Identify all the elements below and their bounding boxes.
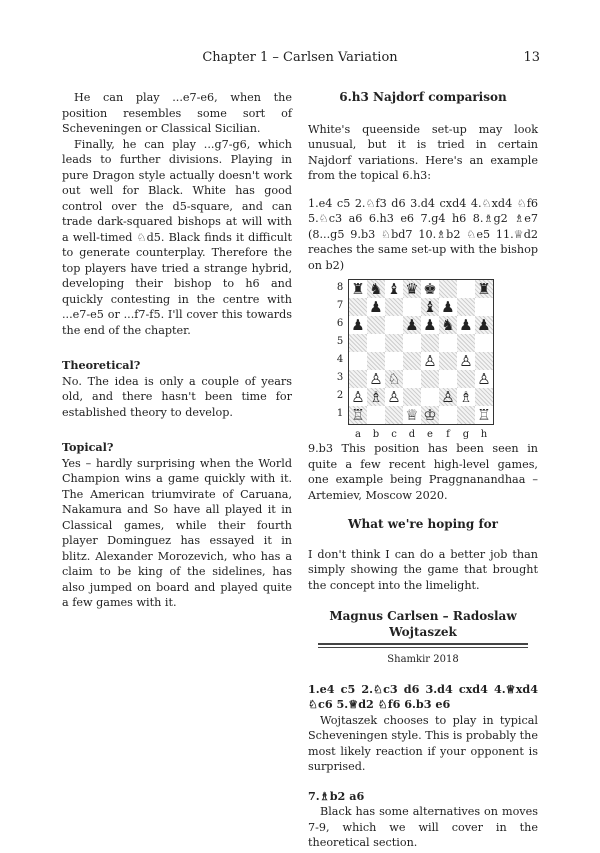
section-heading-topical: Topical? (62, 440, 114, 454)
square-d5 (403, 334, 421, 352)
square-a8 (349, 280, 367, 298)
game-venue: Shamkir 2018 (387, 654, 459, 665)
square-b8 (367, 280, 385, 298)
square-b5 (367, 334, 385, 352)
square-d2 (403, 388, 421, 406)
white-pawn-icon: ♙ (351, 388, 365, 406)
square-a1 (349, 406, 367, 424)
page-number: 13 (523, 50, 540, 65)
file-label: b (372, 429, 380, 440)
white-rook-icon: ♖ (351, 406, 365, 424)
black-pawn-icon: ♟ (405, 316, 419, 334)
square-f7 (439, 298, 457, 316)
square-e2 (421, 388, 439, 406)
black-pawn-icon: ♟ (441, 298, 455, 316)
white-queen-icon: ♕ (405, 406, 419, 424)
paragraph: White's queenside set-up may look unusual, but it is tried in certain Najdorf variations. Here's an example from the topical 6.h3: (308, 122, 538, 182)
rank-labels (334, 279, 346, 423)
square-e8 (421, 280, 439, 298)
square-b4 (367, 352, 385, 370)
square-f1 (439, 406, 457, 424)
white-knight-icon: ♘ (387, 370, 401, 388)
paragraph: Wojtaszek chooses to play in typical Scheveningen style. This is probably the most likely reaction if your opponent is surprised. (308, 713, 538, 773)
square-b2 (367, 388, 385, 406)
square-g1 (457, 406, 475, 424)
white-pawn-icon: ♙ (477, 370, 491, 388)
white-pawn-icon: ♙ (441, 388, 455, 406)
left-column (62, 90, 292, 611)
file-label: g (462, 429, 470, 440)
square-h6 (475, 316, 493, 334)
rank-label: 2 (336, 390, 344, 401)
right-column (308, 90, 538, 851)
white-pawn-icon: ♙ (369, 370, 383, 388)
rank-label: 5 (336, 336, 344, 347)
paragraph: Finally, he can play ...g7-g6, which leads to further divisions. Playing in pure Dragon style actually doesn't work out well for Black. White has good control over the d5-square, and can trade dark-squared bishops at will with a well-timed ♘d5. Black finds it difficult to generate counterplay. Therefore the top players have tried a strange hybrid, developing their bishop to h6 and quickly contesting in the centre with ...e7-e5 or ...f7-f5. I'll cover this towards the end of the chapter. (62, 137, 292, 337)
white-pawn-icon: ♙ (387, 388, 401, 406)
square-c4 (385, 352, 403, 370)
running-title: Chapter 1 – Carlsen Variation (202, 50, 398, 65)
square-d6 (403, 316, 421, 334)
black-knight-icon: ♞ (369, 280, 383, 298)
black-rook-icon: ♜ (477, 280, 491, 298)
file-label: e (427, 429, 433, 440)
square-f5 (439, 334, 457, 352)
black-bishop-icon: ♝ (423, 298, 437, 316)
square-d1 (403, 406, 421, 424)
title-rule (318, 643, 528, 645)
square-e6 (421, 316, 439, 334)
square-b1 (367, 406, 385, 424)
square-f3 (439, 370, 457, 388)
rank-label: 7 (336, 300, 344, 311)
paragraph: No. The idea is only a couple of years old, and there hasn't been time for established theory to develop. (62, 374, 292, 419)
square-h8 (475, 280, 493, 298)
file-label: d (408, 429, 416, 440)
game-title: Magnus Carlsen – Radoslaw Wojtaszek (329, 609, 517, 639)
chess-diagram (334, 279, 494, 440)
chess-board (348, 279, 494, 425)
rank-label: 3 (336, 372, 344, 383)
paragraph: 9.b3 This position has been seen in quite a few recent high-level games, one example being Praggnanandhaa – Artemiev, Moscow 2020. (308, 442, 538, 502)
paragraph: Yes – hardly surprising when the World Champion wins a game quickly with it. The American triumvirate of Caruana, Nakamura and So have all played it in Classical games, while their fourth player Dominguez has essayed it in blitz. Alexander Morozevich, who has a claim to be king of the sidelines, has also jumped on board and played quite a few games with it. (62, 456, 292, 609)
square-f6 (439, 316, 457, 334)
black-queen-icon: ♛ (405, 280, 419, 298)
black-pawn-icon: ♟ (477, 316, 491, 334)
square-g8 (457, 280, 475, 298)
square-d8 (403, 280, 421, 298)
black-knight-icon: ♞ (441, 316, 455, 334)
white-pawn-icon: ♙ (459, 352, 473, 370)
square-g7 (457, 298, 475, 316)
white-pawn-icon: ♙ (423, 352, 437, 370)
square-b6 (367, 316, 385, 334)
white-bishop-icon: ♗ (369, 388, 383, 406)
square-c7 (385, 298, 403, 316)
rank-label: 1 (336, 408, 344, 419)
square-c6 (385, 316, 403, 334)
square-a2 (349, 388, 367, 406)
square-g4 (457, 352, 475, 370)
square-a3 (349, 370, 367, 388)
square-c8 (385, 280, 403, 298)
file-label: a (355, 429, 361, 440)
title-rule-thin (318, 647, 528, 648)
square-e4 (421, 352, 439, 370)
black-bishop-icon: ♝ (387, 280, 401, 298)
section-heading-najdorf: 6.h3 Najdorf comparison (339, 90, 507, 104)
square-c2 (385, 388, 403, 406)
page-header (0, 50, 600, 70)
square-h1 (475, 406, 493, 424)
black-pawn-icon: ♟ (459, 316, 473, 334)
white-rook-icon: ♖ (477, 406, 491, 424)
square-g2 (457, 388, 475, 406)
file-label: f (446, 429, 450, 440)
square-a6 (349, 316, 367, 334)
square-f2 (439, 388, 457, 406)
square-h4 (475, 352, 493, 370)
black-pawn-icon: ♟ (369, 298, 383, 316)
square-d3 (403, 370, 421, 388)
square-c5 (385, 334, 403, 352)
black-pawn-icon: ♟ (351, 316, 365, 334)
square-c3 (385, 370, 403, 388)
square-h2 (475, 388, 493, 406)
square-d7 (403, 298, 421, 316)
square-b7 (367, 298, 385, 316)
black-pawn-icon: ♟ (423, 316, 437, 334)
square-a4 (349, 352, 367, 370)
square-f8 (439, 280, 457, 298)
rank-label: 4 (336, 354, 344, 365)
square-e7 (421, 298, 439, 316)
square-g3 (457, 370, 475, 388)
file-label: c (391, 429, 397, 440)
black-king-icon: ♚ (423, 280, 437, 298)
section-heading-hoping: What we're hoping for (348, 517, 498, 531)
square-g6 (457, 316, 475, 334)
square-c1 (385, 406, 403, 424)
square-d4 (403, 352, 421, 370)
game-moves: 1.e4 c5 2.♘c3 d6 3.d4 cxd4 4.♕xd4 ♘c6 5.♕d2 ♘f6 6.b3 e6 (308, 681, 538, 711)
file-labels (349, 427, 493, 443)
rank-label: 8 (336, 282, 344, 293)
square-h7 (475, 298, 493, 316)
paragraph: Black has some alternatives on moves 7-9, which we will cover in the theoretical section. (308, 805, 538, 849)
square-h5 (475, 334, 493, 352)
paragraph: He can play ...e7-e6, when the position resembles some sort of Scheveningen or Classical Sicilian. (62, 91, 292, 135)
square-h3 (475, 370, 493, 388)
square-a7 (349, 298, 367, 316)
move-sequence: 1.e4 c5 2.♘f3 d6 3.d4 cxd4 4.♘xd4 ♘f6 5.♘c3 a6 6.h3 e6 7.g4 h6 8.♗g2 ♗e7 (8...g5 9.b3 ♘bd7 10.♗b2 ♘e5 11.♕d2 reaches the same set-up with the bishop on b2) (308, 196, 538, 272)
square-b3 (367, 370, 385, 388)
white-bishop-icon: ♗ (459, 388, 473, 406)
square-g5 (457, 334, 475, 352)
square-e3 (421, 370, 439, 388)
square-a5 (349, 334, 367, 352)
square-f4 (439, 352, 457, 370)
square-e1 (421, 406, 439, 424)
rank-label: 6 (336, 318, 344, 329)
square-e5 (421, 334, 439, 352)
paragraph: I don't think I can do a better job than simply showing the game that brought the concept into the limelight. (308, 547, 538, 592)
black-rook-icon: ♜ (351, 280, 365, 298)
section-heading-theoretical: Theoretical? (62, 358, 141, 372)
file-label: h (480, 429, 488, 440)
white-king-icon: ♔ (423, 406, 437, 424)
game-moves: 7.♗b2 a6 (308, 788, 365, 803)
